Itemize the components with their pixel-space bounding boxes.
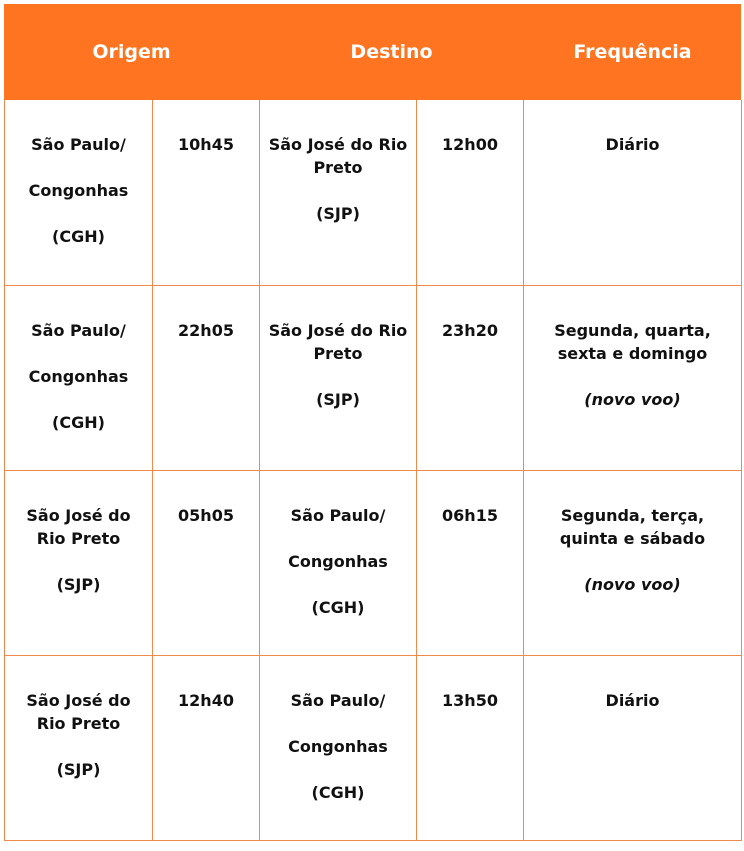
flight-schedule — [4, 4, 741, 841]
frequency-days: Segunda, quarta, — [554, 320, 711, 340]
arrival-time: 06h15 — [417, 470, 524, 655]
origin-name: São José do — [26, 505, 131, 525]
frequency-days-2: quinta e sábado — [559, 528, 706, 548]
frequency-cell — [524, 100, 742, 285]
frequency-cell — [524, 285, 742, 470]
table-row — [5, 470, 742, 655]
header-frequency: Frequência — [573, 41, 692, 63]
destination-name: São Paulo/ — [290, 505, 386, 525]
departure-time: 12h40 — [153, 655, 260, 840]
arrival-time: 12h00 — [417, 100, 524, 285]
destination-name: São José do Rio — [268, 320, 408, 340]
table-row — [5, 285, 742, 470]
destination-cell — [260, 100, 417, 285]
origin-airport: Congonhas — [28, 366, 129, 386]
header-origin: Origem — [92, 41, 171, 63]
destination-name-2: Preto — [313, 158, 363, 177]
destination-code: (SJP) — [316, 389, 360, 409]
origin-code: (CGH) — [52, 412, 105, 432]
origin-name-2: Rio Preto — [36, 528, 121, 548]
frequency-days: Diário — [605, 135, 660, 154]
destination-name-2: Preto — [313, 343, 363, 363]
departure-time: 10h45 — [153, 100, 260, 285]
table-row — [5, 655, 742, 840]
frequency-cell — [524, 470, 742, 655]
destination-code: (CGH) — [311, 597, 365, 617]
origin-code: (SJP) — [56, 759, 101, 779]
origin-cell — [5, 100, 153, 285]
destination-name: São José do Rio — [268, 135, 408, 154]
new-flight-note: (novo voo) — [584, 574, 681, 594]
origin-cell — [5, 470, 153, 655]
destination-cell — [260, 470, 417, 655]
origin-cell — [5, 655, 153, 840]
frequency-days: Diário — [605, 690, 660, 710]
destination-cell — [260, 285, 417, 470]
destination-airport: Congonhas — [288, 551, 388, 571]
arrival-time: 13h50 — [417, 655, 524, 840]
departure-time: 22h05 — [153, 285, 260, 470]
frequency-days: Segunda, terça, — [560, 505, 705, 525]
table-row — [5, 100, 742, 285]
destination-cell — [260, 655, 417, 840]
destination-name: São Paulo/ — [290, 690, 386, 710]
origin-name: São Paulo/ — [31, 135, 126, 154]
destination-code: (SJP) — [316, 204, 360, 223]
origin-code: (SJP) — [56, 574, 101, 594]
departure-time: 05h05 — [153, 470, 260, 655]
new-flight-note: (novo voo) — [584, 389, 681, 409]
table-header — [4, 4, 741, 100]
origin-code: (CGH) — [52, 227, 105, 246]
arrival-time: 23h20 — [417, 285, 524, 470]
origin-name: São Paulo/ — [31, 320, 126, 340]
origin-airport: Congonhas — [28, 181, 129, 200]
origin-name: São José do — [26, 690, 131, 710]
origin-name-2: Rio Preto — [36, 713, 121, 733]
schedule-table — [4, 100, 742, 841]
header-destination: Destino — [350, 41, 433, 63]
origin-cell — [5, 285, 153, 470]
destination-code: (CGH) — [311, 782, 365, 802]
frequency-cell — [524, 655, 742, 840]
frequency-days-2: sexta e domingo — [557, 343, 708, 363]
destination-airport: Congonhas — [288, 736, 388, 756]
